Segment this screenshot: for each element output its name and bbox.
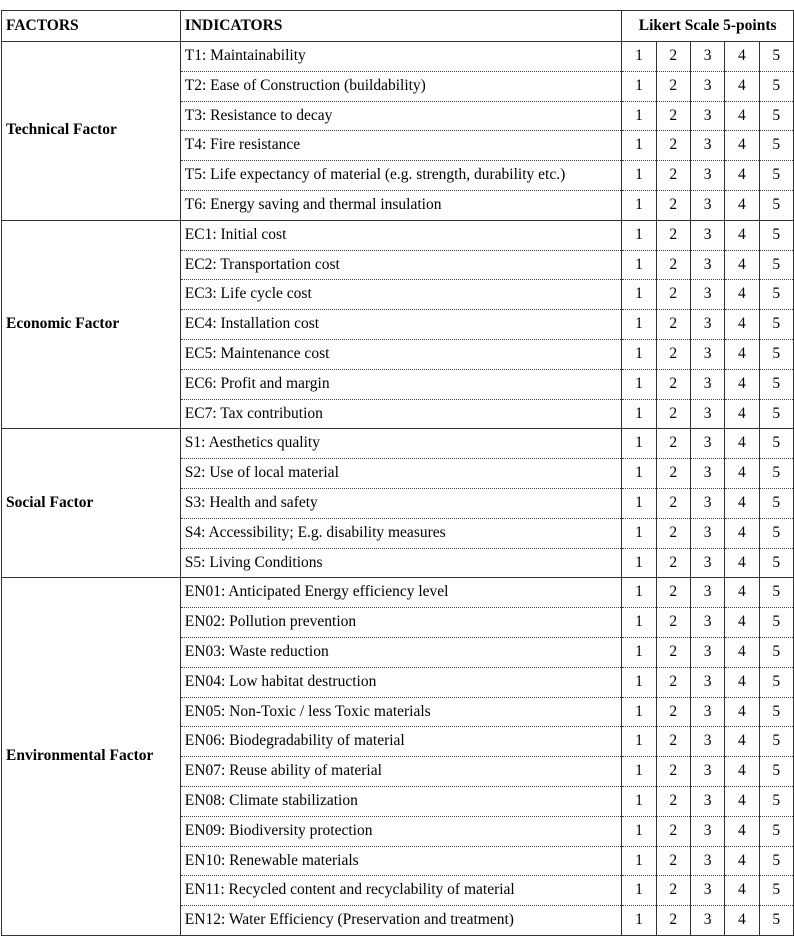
likert-score-4: 4	[725, 667, 759, 697]
likert-score-1: 1	[622, 727, 656, 757]
likert-score-4: 4	[725, 578, 759, 608]
indicator-cell: S5: Living Conditions	[180, 548, 622, 578]
likert-score-4: 4	[725, 310, 759, 340]
indicator-cell: EN08: Climate stabilization	[180, 786, 622, 816]
likert-score-3: 3	[690, 339, 724, 369]
likert-score-2: 2	[656, 906, 690, 936]
likert-score-4: 4	[725, 429, 759, 459]
likert-score-3: 3	[690, 399, 724, 429]
likert-score-1: 1	[622, 399, 656, 429]
factor-cell: Technical Factor	[2, 42, 181, 221]
likert-score-4: 4	[725, 846, 759, 876]
header-factors: FACTORS	[2, 11, 181, 42]
likert-score-5: 5	[759, 71, 793, 101]
likert-score-3: 3	[690, 42, 724, 72]
likert-score-5: 5	[759, 42, 793, 72]
indicator-cell: EN07: Reuse ability of material	[180, 757, 622, 787]
likert-score-1: 1	[622, 846, 656, 876]
likert-score-4: 4	[725, 369, 759, 399]
likert-score-3: 3	[690, 757, 724, 787]
likert-score-5: 5	[759, 637, 793, 667]
indicator-cell: EN02: Pollution prevention	[180, 608, 622, 638]
indicator-cell: S3: Health and safety	[180, 488, 622, 518]
likert-score-5: 5	[759, 846, 793, 876]
likert-score-3: 3	[690, 190, 724, 220]
likert-score-1: 1	[622, 786, 656, 816]
factors-indicators-table	[1, 10, 794, 936]
factors-table-container	[1, 10, 794, 936]
likert-score-5: 5	[759, 906, 793, 936]
likert-score-2: 2	[656, 42, 690, 72]
indicator-cell: EN05: Non-Toxic / less Toxic materials	[180, 697, 622, 727]
likert-score-1: 1	[622, 488, 656, 518]
likert-score-2: 2	[656, 846, 690, 876]
likert-score-2: 2	[656, 876, 690, 906]
table-row	[2, 42, 794, 72]
factor-cell: Economic Factor	[2, 220, 181, 429]
indicator-cell: EC2: Transportation cost	[180, 250, 622, 280]
likert-score-5: 5	[759, 190, 793, 220]
likert-score-3: 3	[690, 280, 724, 310]
likert-score-4: 4	[725, 190, 759, 220]
likert-score-5: 5	[759, 101, 793, 131]
likert-score-5: 5	[759, 667, 793, 697]
table-body	[2, 42, 794, 936]
likert-score-3: 3	[690, 488, 724, 518]
likert-score-2: 2	[656, 369, 690, 399]
likert-score-1: 1	[622, 310, 656, 340]
table-header	[2, 11, 794, 42]
likert-score-4: 4	[725, 42, 759, 72]
indicator-cell: T1: Maintainability	[180, 42, 622, 72]
likert-score-5: 5	[759, 369, 793, 399]
likert-score-1: 1	[622, 757, 656, 787]
indicator-cell: T3: Resistance to decay	[180, 101, 622, 131]
likert-score-1: 1	[622, 161, 656, 191]
indicator-cell: S1: Aesthetics quality	[180, 429, 622, 459]
indicator-cell: EN01: Anticipated Energy efficiency level	[180, 578, 622, 608]
likert-score-3: 3	[690, 459, 724, 489]
likert-score-3: 3	[690, 816, 724, 846]
indicator-cell: EC4: Installation cost	[180, 310, 622, 340]
likert-score-3: 3	[690, 250, 724, 280]
likert-score-1: 1	[622, 548, 656, 578]
indicator-cell: EN11: Recycled content and recyclability of material	[180, 876, 622, 906]
likert-score-2: 2	[656, 786, 690, 816]
likert-score-5: 5	[759, 727, 793, 757]
likert-score-5: 5	[759, 578, 793, 608]
likert-score-3: 3	[690, 548, 724, 578]
likert-score-1: 1	[622, 876, 656, 906]
likert-score-3: 3	[690, 906, 724, 936]
likert-score-4: 4	[725, 548, 759, 578]
likert-score-1: 1	[622, 429, 656, 459]
likert-score-5: 5	[759, 250, 793, 280]
likert-score-2: 2	[656, 667, 690, 697]
likert-score-2: 2	[656, 697, 690, 727]
likert-score-2: 2	[656, 757, 690, 787]
likert-score-4: 4	[725, 757, 759, 787]
likert-score-5: 5	[759, 697, 793, 727]
indicator-cell: EC6: Profit and margin	[180, 369, 622, 399]
indicator-cell: EC7: Tax contribution	[180, 399, 622, 429]
likert-score-3: 3	[690, 71, 724, 101]
indicator-cell: T5: Life expectancy of material (e.g. strength, durability etc.)	[180, 161, 622, 191]
likert-score-3: 3	[690, 667, 724, 697]
likert-score-4: 4	[725, 280, 759, 310]
indicator-cell: T2: Ease of Construction (buildability)	[180, 71, 622, 101]
likert-score-2: 2	[656, 816, 690, 846]
likert-score-3: 3	[690, 131, 724, 161]
likert-score-2: 2	[656, 727, 690, 757]
likert-score-2: 2	[656, 488, 690, 518]
likert-score-2: 2	[656, 71, 690, 101]
likert-score-4: 4	[725, 906, 759, 936]
likert-score-4: 4	[725, 608, 759, 638]
likert-score-2: 2	[656, 548, 690, 578]
likert-score-5: 5	[759, 459, 793, 489]
likert-score-4: 4	[725, 161, 759, 191]
likert-score-1: 1	[622, 459, 656, 489]
likert-score-5: 5	[759, 518, 793, 548]
likert-score-2: 2	[656, 131, 690, 161]
header-indicators: INDICATORS	[180, 11, 622, 42]
likert-score-3: 3	[690, 608, 724, 638]
likert-score-4: 4	[725, 876, 759, 906]
likert-score-5: 5	[759, 220, 793, 250]
likert-score-5: 5	[759, 816, 793, 846]
likert-score-1: 1	[622, 637, 656, 667]
indicator-cell: EN04: Low habitat destruction	[180, 667, 622, 697]
likert-score-3: 3	[690, 161, 724, 191]
likert-score-2: 2	[656, 310, 690, 340]
likert-score-1: 1	[622, 131, 656, 161]
likert-score-1: 1	[622, 339, 656, 369]
likert-score-4: 4	[725, 399, 759, 429]
likert-score-5: 5	[759, 280, 793, 310]
likert-score-3: 3	[690, 786, 724, 816]
likert-score-1: 1	[622, 369, 656, 399]
likert-score-5: 5	[759, 488, 793, 518]
likert-score-1: 1	[622, 250, 656, 280]
likert-score-5: 5	[759, 548, 793, 578]
likert-score-3: 3	[690, 846, 724, 876]
likert-score-1: 1	[622, 101, 656, 131]
factor-cell: Environmental Factor	[2, 578, 181, 936]
header-row	[2, 11, 794, 42]
likert-score-2: 2	[656, 220, 690, 250]
likert-score-2: 2	[656, 637, 690, 667]
likert-score-5: 5	[759, 131, 793, 161]
likert-score-4: 4	[725, 637, 759, 667]
likert-score-1: 1	[622, 190, 656, 220]
likert-score-3: 3	[690, 369, 724, 399]
likert-score-5: 5	[759, 876, 793, 906]
likert-score-5: 5	[759, 399, 793, 429]
likert-score-1: 1	[622, 280, 656, 310]
indicator-cell: EC5: Maintenance cost	[180, 339, 622, 369]
indicator-cell: EN12: Water Efficiency (Preservation and treatment)	[180, 906, 622, 936]
likert-score-5: 5	[759, 757, 793, 787]
likert-score-2: 2	[656, 429, 690, 459]
likert-score-4: 4	[725, 727, 759, 757]
header-likert-scale: Likert Scale 5-points	[622, 11, 794, 42]
likert-score-3: 3	[690, 727, 724, 757]
likert-score-2: 2	[656, 161, 690, 191]
likert-score-3: 3	[690, 429, 724, 459]
likert-score-2: 2	[656, 459, 690, 489]
likert-score-4: 4	[725, 518, 759, 548]
likert-score-5: 5	[759, 608, 793, 638]
likert-score-2: 2	[656, 399, 690, 429]
likert-score-3: 3	[690, 876, 724, 906]
indicator-cell: EN06: Biodegradability of material	[180, 727, 622, 757]
indicator-cell: EN10: Renewable materials	[180, 846, 622, 876]
likert-score-3: 3	[690, 220, 724, 250]
likert-score-4: 4	[725, 220, 759, 250]
factor-cell: Social Factor	[2, 429, 181, 578]
likert-score-3: 3	[690, 697, 724, 727]
likert-score-5: 5	[759, 161, 793, 191]
likert-score-5: 5	[759, 786, 793, 816]
likert-score-4: 4	[725, 101, 759, 131]
likert-score-1: 1	[622, 71, 656, 101]
indicator-cell: EC3: Life cycle cost	[180, 280, 622, 310]
likert-score-2: 2	[656, 101, 690, 131]
table-row	[2, 220, 794, 250]
indicator-cell: S4: Accessibility; E.g. disability measures	[180, 518, 622, 548]
likert-score-4: 4	[725, 459, 759, 489]
likert-score-5: 5	[759, 310, 793, 340]
likert-score-4: 4	[725, 339, 759, 369]
likert-score-4: 4	[725, 816, 759, 846]
likert-score-4: 4	[725, 786, 759, 816]
likert-score-1: 1	[622, 816, 656, 846]
likert-score-3: 3	[690, 578, 724, 608]
table-row	[2, 429, 794, 459]
likert-score-3: 3	[690, 101, 724, 131]
likert-score-4: 4	[725, 250, 759, 280]
likert-score-4: 4	[725, 71, 759, 101]
indicator-cell: T6: Energy saving and thermal insulation	[180, 190, 622, 220]
likert-score-1: 1	[622, 42, 656, 72]
likert-score-3: 3	[690, 637, 724, 667]
likert-score-1: 1	[622, 906, 656, 936]
likert-score-3: 3	[690, 518, 724, 548]
likert-score-5: 5	[759, 339, 793, 369]
likert-score-4: 4	[725, 488, 759, 518]
likert-score-5: 5	[759, 429, 793, 459]
indicator-cell: T4: Fire resistance	[180, 131, 622, 161]
likert-score-2: 2	[656, 518, 690, 548]
likert-score-2: 2	[656, 339, 690, 369]
likert-score-1: 1	[622, 667, 656, 697]
likert-score-2: 2	[656, 608, 690, 638]
likert-score-1: 1	[622, 518, 656, 548]
likert-score-1: 1	[622, 697, 656, 727]
indicator-cell: EC1: Initial cost	[180, 220, 622, 250]
likert-score-1: 1	[622, 608, 656, 638]
likert-score-3: 3	[690, 310, 724, 340]
likert-score-2: 2	[656, 190, 690, 220]
table-row	[2, 578, 794, 608]
likert-score-4: 4	[725, 697, 759, 727]
likert-score-4: 4	[725, 131, 759, 161]
likert-score-2: 2	[656, 280, 690, 310]
indicator-cell: S2: Use of local material	[180, 459, 622, 489]
indicator-cell: EN03: Waste reduction	[180, 637, 622, 667]
indicator-cell: EN09: Biodiversity protection	[180, 816, 622, 846]
likert-score-1: 1	[622, 578, 656, 608]
likert-score-1: 1	[622, 220, 656, 250]
likert-score-2: 2	[656, 578, 690, 608]
likert-score-2: 2	[656, 250, 690, 280]
